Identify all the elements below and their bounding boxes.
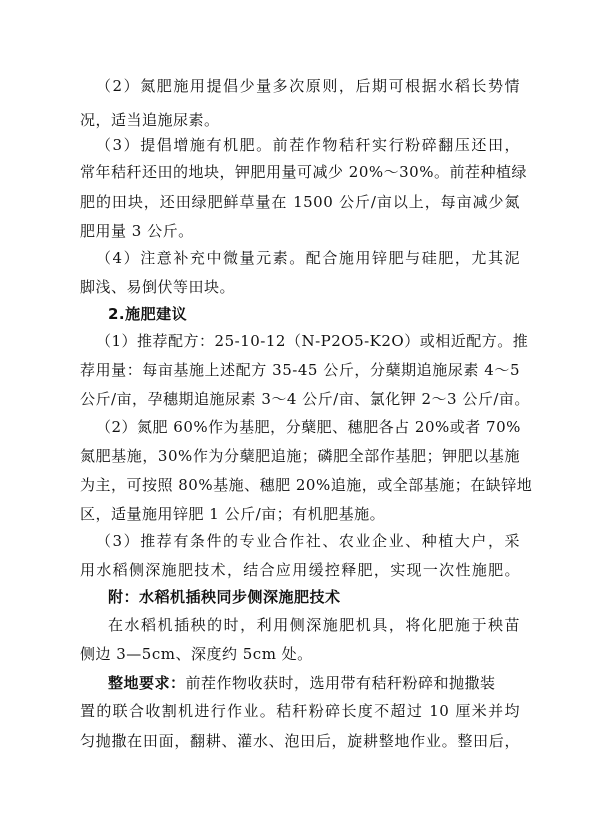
paragraph-line: 肥的田块，还田绿肥鲜草量在 1500 公斤/亩以上，每亩减少氮 bbox=[80, 193, 520, 211]
paragraph-line: 用水稻侧深施肥技术，结合应用缓控释肥，实现一次性施肥。 bbox=[80, 561, 520, 579]
paragraph-line: （2）氮肥 60%作为基肥，分蘖肥、穗肥各占 20%或者 70% bbox=[96, 418, 521, 436]
paragraph-line bbox=[108, 673, 520, 693]
paragraph-line: （2）氮肥施用提倡少量多次原则，后期可根据水稻长势情 bbox=[96, 77, 520, 95]
paragraph-line: 侧边 3—5cm、深度约 5cm 处。 bbox=[80, 645, 313, 663]
paragraph-line: 脚浅、易倒伏等田块。 bbox=[80, 278, 236, 296]
inline-label: 整地要求： bbox=[108, 674, 186, 692]
section-heading: 2.施肥建议 bbox=[108, 305, 188, 323]
paragraph-line: 况，适当追施尿素。 bbox=[80, 111, 220, 129]
paragraph-line: 荐用量：每亩基施上述配方 35-45 公斤，分蘖期追施尿素 4～5 bbox=[80, 361, 520, 379]
paragraph-line: 区，适量施用锌肥 1 公斤/亩；有机肥基施。 bbox=[80, 505, 386, 523]
appendix-heading: 附：水稻机插秧同步侧深施肥技术 bbox=[108, 588, 341, 606]
paragraph-line: 公斤/亩，孕穗期追施尿素 3～4 公斤/亩、氯化钾 2～3 公斤/亩。 bbox=[80, 390, 530, 408]
paragraph-line: （1）推荐配方：25-10-12（N-P2O5-K2O）或相近配方。推 bbox=[96, 332, 529, 350]
paragraph-line: 为主，可按照 80%基施、穗肥 20%追施，或全部基施；在缺锌地 bbox=[80, 476, 533, 494]
paragraph-line: 氮肥基施，30%作为分蘖肥追施；磷肥全部作基肥；钾肥以基施 bbox=[80, 447, 520, 465]
paragraph-line: （4）注意补充中微量元素。配合施用锌肥与硅肥，尤其泥 bbox=[96, 249, 520, 267]
paragraph-line: 常年秸秆还田的地块，钾肥用量可减少 20%～30%。前茬种植绿 bbox=[80, 163, 527, 181]
paragraph-line: （3）推荐有条件的专业合作社、农业企业、种植大户，采 bbox=[96, 532, 520, 550]
paragraph-line: 肥用量 3 公斤。 bbox=[80, 222, 194, 240]
paragraph-line: 置的联合收割机进行作业。秸秆粉碎长度不超过 10 厘米并均 bbox=[80, 702, 520, 720]
paragraph-line: 在水稻机插秧的时，利用侧深施肥机具，将化肥施于秧苗 bbox=[108, 616, 520, 634]
paragraph-line-text: 前茬作物收获时，选用带有秸秆粉碎和抛撒装 bbox=[185, 674, 496, 692]
paragraph-line: 匀抛撒在田面，翻耕、灌水、泡田后，旋耕整地作业。整田后， bbox=[80, 732, 520, 750]
paragraph-line: （3）提倡增施有机肥。前茬作物秸秆实行粉碎翻压还田， bbox=[96, 136, 520, 154]
